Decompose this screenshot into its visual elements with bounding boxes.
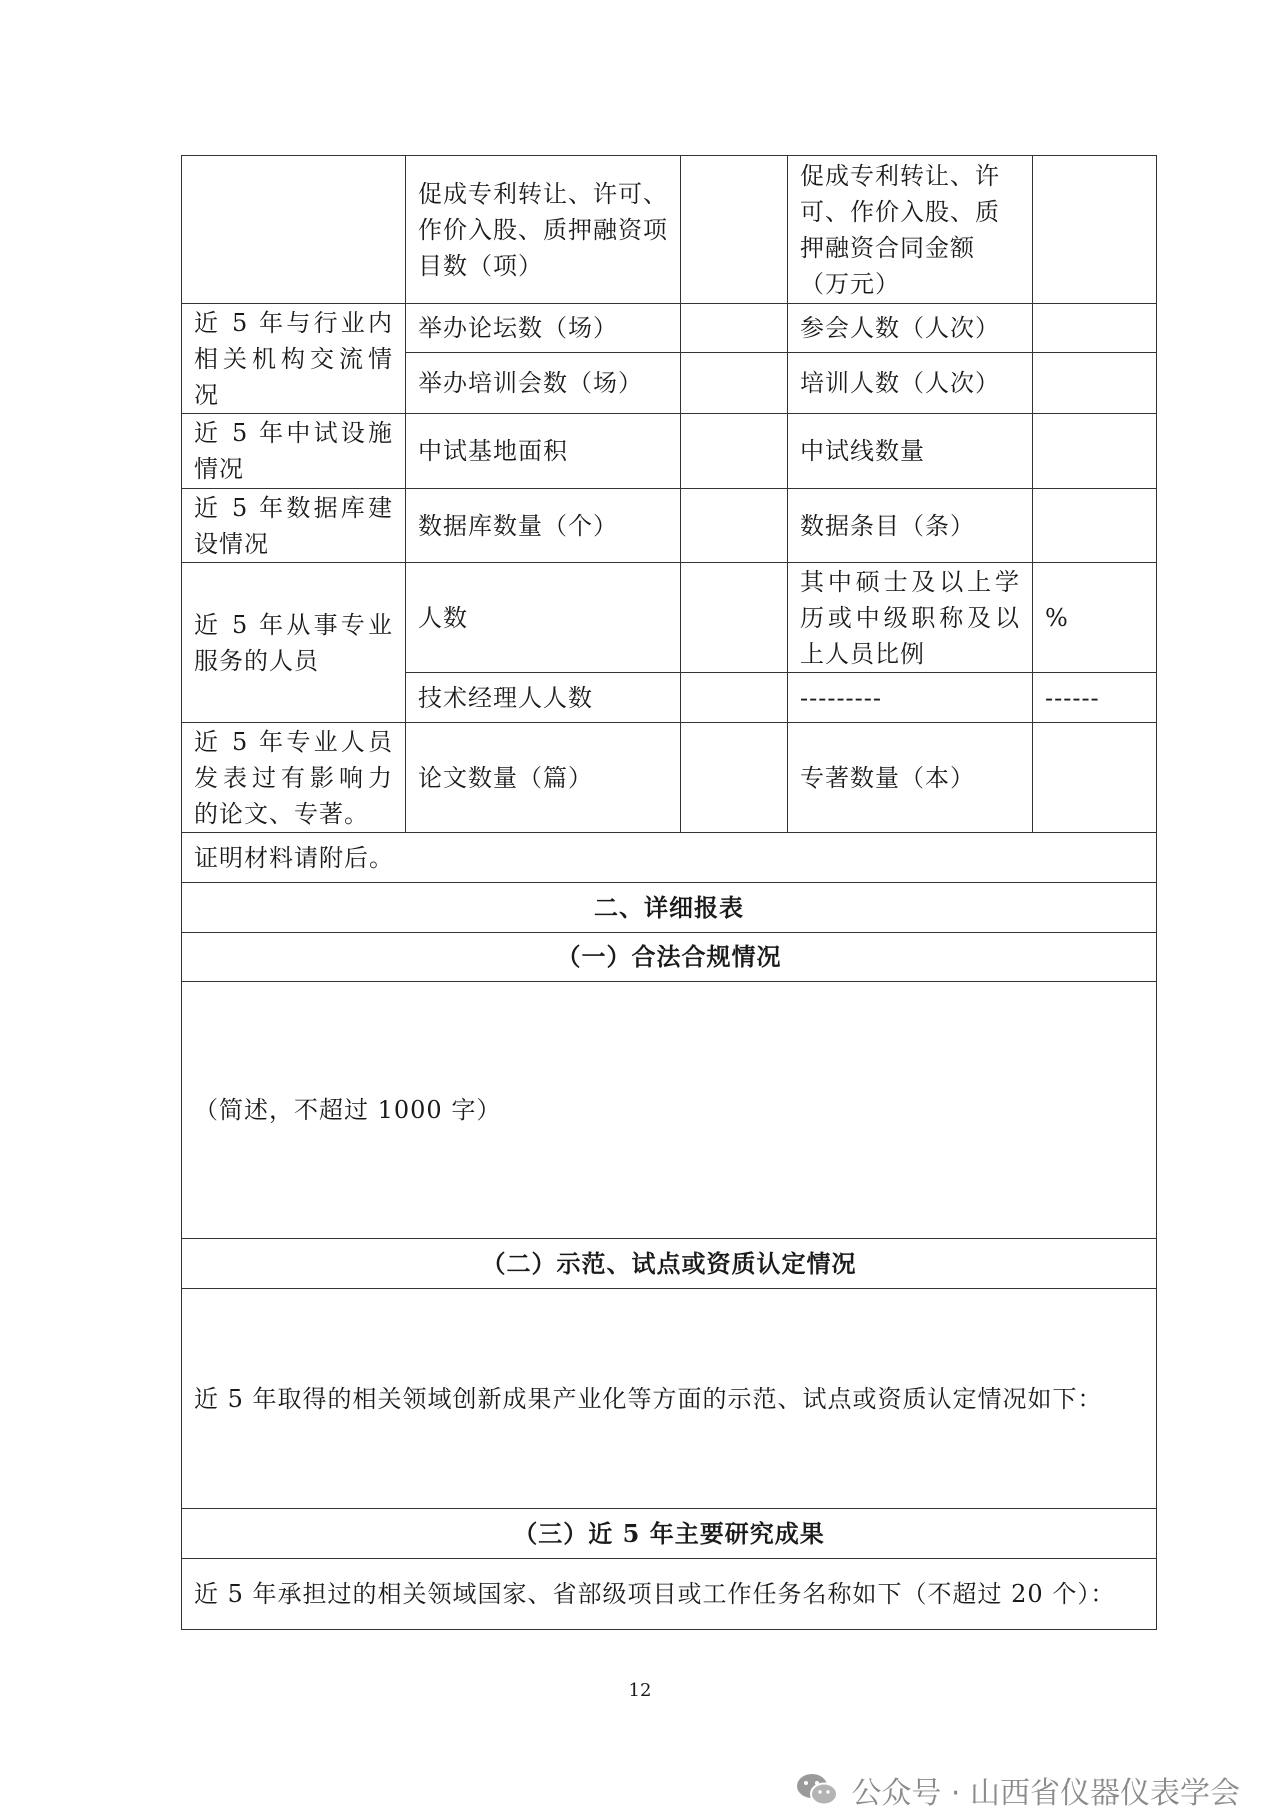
value-cell bbox=[681, 563, 788, 673]
application-form-table bbox=[181, 155, 1157, 1630]
label-cell: 专著数量（本） bbox=[788, 723, 1033, 833]
value-cell bbox=[681, 673, 788, 723]
page-number: 12 bbox=[628, 1680, 652, 1701]
section-heading: （二）示范、试点或资质认定情况 bbox=[182, 1239, 1157, 1289]
label-cell: 培训人数（人次） bbox=[788, 353, 1033, 414]
table-row bbox=[182, 156, 1157, 304]
label-cell: 中试线数量 bbox=[788, 414, 1033, 489]
watermark-text: 公众号 · 山西省仪器仪表学会 bbox=[851, 1776, 1240, 1811]
section-heading: （一）合法合规情况 bbox=[182, 933, 1157, 982]
table-row bbox=[182, 723, 1157, 833]
label-cell: 促成专利转让、许可、作价入股、质押融资项目数（项） bbox=[406, 156, 681, 304]
value-cell bbox=[1033, 414, 1157, 489]
table-row bbox=[182, 933, 1157, 982]
label-cell: 论文数量（篇） bbox=[406, 723, 681, 833]
value-cell bbox=[681, 414, 788, 489]
table-row bbox=[182, 883, 1157, 933]
dash-cell: --------- bbox=[788, 673, 1033, 723]
table-row bbox=[182, 304, 1157, 353]
research-text-area: 近 5 年承担过的相关领域国家、省部级项目或工作任务名称如下（不超过 20 个）： bbox=[182, 1559, 1157, 1630]
value-cell bbox=[1033, 156, 1157, 304]
table-row bbox=[182, 1289, 1157, 1509]
table-row bbox=[182, 1239, 1157, 1289]
value-cell bbox=[681, 489, 788, 563]
ratio-unit-cell: % bbox=[1033, 563, 1157, 673]
label-cell: 参会人数（人次） bbox=[788, 304, 1033, 353]
label-cell: 数据条目（条） bbox=[788, 489, 1033, 563]
table-row bbox=[182, 563, 1157, 673]
category-cell: 近 5 年数据库建设情况 bbox=[182, 489, 406, 563]
table-row bbox=[182, 1559, 1157, 1630]
value-cell bbox=[681, 304, 788, 353]
value-cell bbox=[681, 353, 788, 414]
table-row bbox=[182, 414, 1157, 489]
blank-cell bbox=[182, 156, 406, 304]
value-cell bbox=[681, 723, 788, 833]
wechat-icon bbox=[795, 1772, 839, 1808]
watermark bbox=[795, 1768, 1240, 1812]
value-cell bbox=[1033, 353, 1157, 414]
section-heading: 二、详细报表 bbox=[182, 883, 1157, 933]
table-row bbox=[182, 982, 1157, 1239]
note-cell: 证明材料请附后。 bbox=[182, 833, 1157, 883]
demo-text-area: 近 5 年取得的相关领域创新成果产业化等方面的示范、试点或资质认定情况如下： bbox=[182, 1289, 1157, 1509]
label-cell: 促成专利转让、许可、作价入股、质押融资合同金额（万元） bbox=[788, 156, 1033, 304]
compliance-text-area: （简述，不超过 1000 字） bbox=[182, 982, 1157, 1239]
section-heading: （三）近 5 年主要研究成果 bbox=[182, 1509, 1157, 1559]
category-cell: 近 5 年中试设施情况 bbox=[182, 414, 406, 489]
label-cell: 技术经理人人数 bbox=[406, 673, 681, 723]
label-cell: 举办培训会数（场） bbox=[406, 353, 681, 414]
label-cell: 其中硕士及以上学历或中级职称及以上人员比例 bbox=[788, 563, 1033, 673]
label-cell: 数据库数量（个） bbox=[406, 489, 681, 563]
label-cell: 举办论坛数（场） bbox=[406, 304, 681, 353]
label-cell: 中试基地面积 bbox=[406, 414, 681, 489]
table-row bbox=[182, 489, 1157, 563]
value-cell bbox=[681, 156, 788, 304]
table-row bbox=[182, 1509, 1157, 1559]
category-cell: 近 5 年从事专业服务的人员 bbox=[182, 563, 406, 723]
value-cell bbox=[1033, 489, 1157, 563]
table-row bbox=[182, 833, 1157, 883]
value-cell bbox=[1033, 723, 1157, 833]
category-cell: 近 5 年专业人员发表过有影响力的论文、专著。 bbox=[182, 723, 406, 833]
value-cell bbox=[1033, 304, 1157, 353]
category-cell: 近 5 年与行业内相关机构交流情况 bbox=[182, 304, 406, 414]
label-cell: 人数 bbox=[406, 563, 681, 673]
dash-cell: ------ bbox=[1033, 673, 1157, 723]
